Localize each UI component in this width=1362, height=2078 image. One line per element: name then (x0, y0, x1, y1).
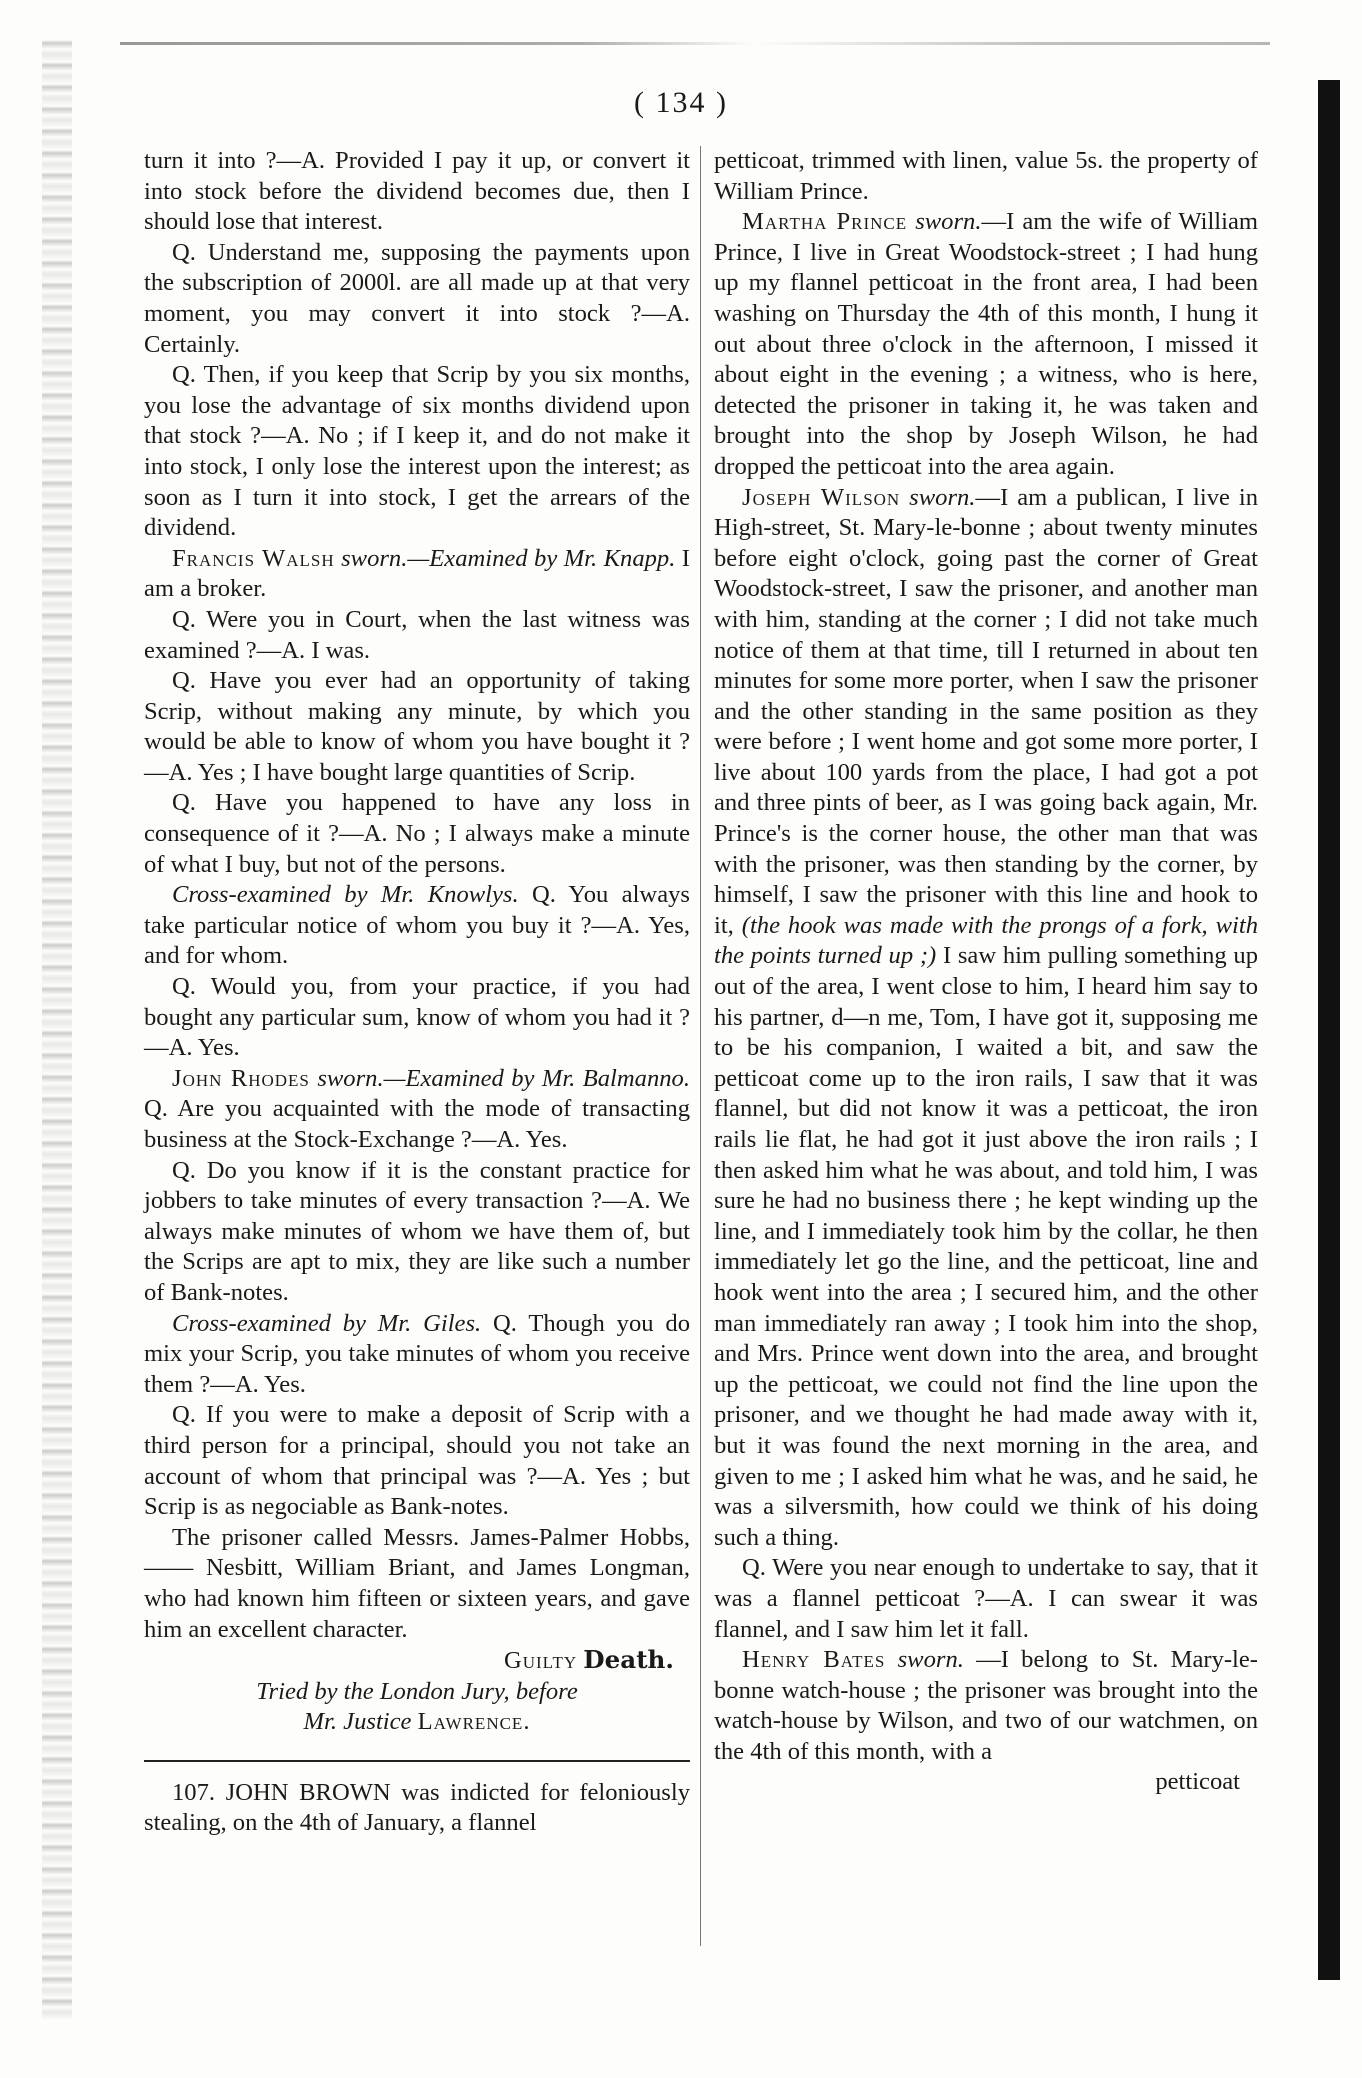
paragraph: Q. Then, if you keep that Scrip by you six months, you lose the advantage of six months dividend upon that stock ?—A. No ; if I keep it, and do not make it into stock, I only lose the interest upon the interest; as soon as I turn it into stock, I get the arrears of the dividend. (144, 361, 690, 542)
sworn-note: sworn. (915, 208, 982, 236)
paragraph-text: I saw him pulling something up out of the area, I went close to him, I heard him say to his partner, d—n me, Tom, I have got it, supposing me to be his companion, I waited a bit, and saw the petticoat come up to the iron rails, I saw that it was flannel, but did not know it was a petticoat, the iron rails lie flat, he had got it just above the iron rails ; I then asked him what he was about, and told him, I was sure he had no business there ; he kept winding up the line, and I immediately took him by the collar, he then immediately let go the line, and the petticoat, line and hook went into the area ; I secured him, and the other man immediately ran away ; I took him into the shop, and Mrs. Prince went down into the area, and brought up the petticoat, we could not find the line upon the prisoner, and we thought he had made away with it, but it was found the next morning in the area, and given to me ; I asked him what he was, and he said, he was a silversmith, how could we think of his doing such a thing. (714, 942, 1258, 1551)
witness-name: Martha Prince (742, 208, 908, 236)
paragraph-text: —I am a publican, I live in High-street, St. Mary-le-bonne ; about twenty minutes before eight o'clock, going past the corner of Great Woodstock-street, I saw the prisoner, and another man with him, standing at the corner ; I did not take much notice of them at that time, till I returned in about ten minutes for some more porter, when I saw the prisoner and the other standing in the same position as they were before ; I went home and got some more porter, I live about 100 yards from the place, I had got a pot and three pints of beer, as I was going back again, Mr. Prince's is the corner house, the other man that was with the prisoner, was then standing by the corner, by himself, I saw the prisoner with this line and hook to it, (714, 483, 1258, 939)
witness-paragraph (714, 207, 1258, 482)
paragraph: turn it into ?—A. Provided I pay it up, or convert it into stock before the dividend becomes due, then I should lose that interest. (144, 147, 690, 236)
sworn-note: sworn. (909, 483, 976, 511)
paragraph: Q. Were you near enough to undertake to say, that it was a flannel petticoat ?—A. I can swear it was flannel, and I saw him let it fall. (714, 1554, 1258, 1643)
paragraph: The prisoner called Messrs. James-Palmer Hobbs, —— Nesbitt, William Briant, and James Longman, who had known him fifteen or sixteen years, and gave him an excellent character. (144, 1523, 690, 1643)
paragraph: Q. Have you happened to have any loss in consequence of it ?—A. No ; I always make a minute of what I buy, but not of the persons. (144, 789, 690, 878)
witness-name: Francis Walsh (172, 544, 335, 572)
paragraph: Q. Were you in Court, when the last witness was examined ?—A. I was. (144, 605, 690, 664)
scan-edge-top (120, 42, 1270, 45)
page-number: ( 134 ) (634, 86, 728, 119)
cross-exam-note: Cross-examined by Mr. Knowlys. (172, 881, 519, 909)
paragraph-text: Q. You always take particular notice of whom you buy it ?—A. Yes, and for whom. (144, 881, 690, 970)
left-column (144, 146, 690, 1839)
paragraph-text: —I am the wife of William Prince, I live in Great Woodstock-street ; I had hung up my flannel petticoat in the front area, I had been washing on Thursday the 4th of this month, I hung it out about three o'clock in the afternoon, I missed it about eight in the evening ; a witness, who is here, detected the prisoner in taking it, he was taken and brought into the shop by Joseph Wilson, he had dropped the petticoat into the area again. (714, 208, 1258, 480)
sworn-note: sworn. (897, 1646, 964, 1674)
witness-paragraph (144, 544, 690, 605)
paragraph-text: I am a broker. (144, 544, 690, 603)
witness-name: Henry Bates (742, 1646, 886, 1674)
paragraph: petticoat, trimmed with linen, value 5s. the property of William Prince. (714, 147, 1258, 205)
witness-name: Joseph Wilson (742, 483, 901, 511)
justice-title: Mr. Justice (303, 1708, 412, 1736)
cross-exam-paragraph (144, 1309, 690, 1401)
paragraph: Q. If you were to make a deposit of Scrip with a third person for a principal, should you not take an account of whom that principal was ?—A. Yes ; but Scrip is as negociable as Bank-notes. (144, 1401, 690, 1521)
paragraph: Q. Have you ever had an opportunity of taking Scrip, without making any minute, by which you would be able to know of whom you have bought it ?—A. Yes ; I have bought large quantities of Scrip. (144, 667, 690, 786)
paragraph-text: —I belong to St. Mary-le-bonne watch-house ; the prisoner was brought into the watch-house by Wilson, and two of our watchmen, on the 4th of this month, with a (714, 1646, 1258, 1765)
tried-line-1: Tried by the London Jury, before (256, 1677, 578, 1705)
sworn-note: sworn.—Examined by Mr. Knapp. (341, 544, 676, 572)
verdict-sentence: Death. (583, 1645, 674, 1675)
justice-name: Lawrence. (417, 1708, 531, 1736)
sworn-note: sworn.—Examined by Mr. Balmanno. (317, 1064, 690, 1092)
cross-exam-note: Cross-examined by Mr. Giles. (172, 1309, 482, 1337)
cross-exam-paragraph (144, 880, 690, 972)
witness-paragraph (714, 483, 1258, 1554)
witness-name: John Rhodes (172, 1064, 310, 1092)
right-column (714, 146, 1258, 1798)
verdict (144, 1645, 690, 1677)
witness-paragraph (144, 1064, 690, 1156)
witness-paragraph (714, 1645, 1258, 1767)
scan-edge-right (1318, 80, 1340, 1980)
scan-edge-left (42, 40, 72, 2020)
verdict-word: Guilty (503, 1647, 578, 1675)
case-intro: 107. JOHN BROWN was indicted for feloniously stealing, on the 4th of January, a flannel (144, 1778, 690, 1837)
column-divider (700, 146, 701, 1946)
paragraph-text: Q. Are you acquainted with the mode of transacting business at the Stock-Exchange ?—A. Yes. (144, 1095, 690, 1153)
tried-line-2 (144, 1707, 690, 1738)
paragraph-text: Q. Though you do mix your Scrip, you take minutes of whom you receive them ?—A. Yes. (144, 1309, 690, 1398)
italic-aside: (the hook was made with the prongs of a fork, with the points turned up ;) (714, 911, 1258, 970)
catchword: petticoat (1155, 1768, 1240, 1796)
paragraph: Q. Would you, from your practice, if you had bought any particular sum, know of whom you had it ?—A. Yes. (144, 973, 690, 1062)
paragraph: Q. Do you know if it is the constant practice for jobbers to take minutes of every transaction ?—A. We always make minutes of whom we have them of, but the Scrips are apt to mix, they are like such a number of Bank-notes. (144, 1156, 690, 1306)
paragraph: Q. Understand me, supposing the payments upon the subscription of 2000l. are all made up at that very moment, you may convert it into stock ?—A. Certainly. (144, 238, 690, 358)
case-separator-rule (144, 1760, 690, 1762)
